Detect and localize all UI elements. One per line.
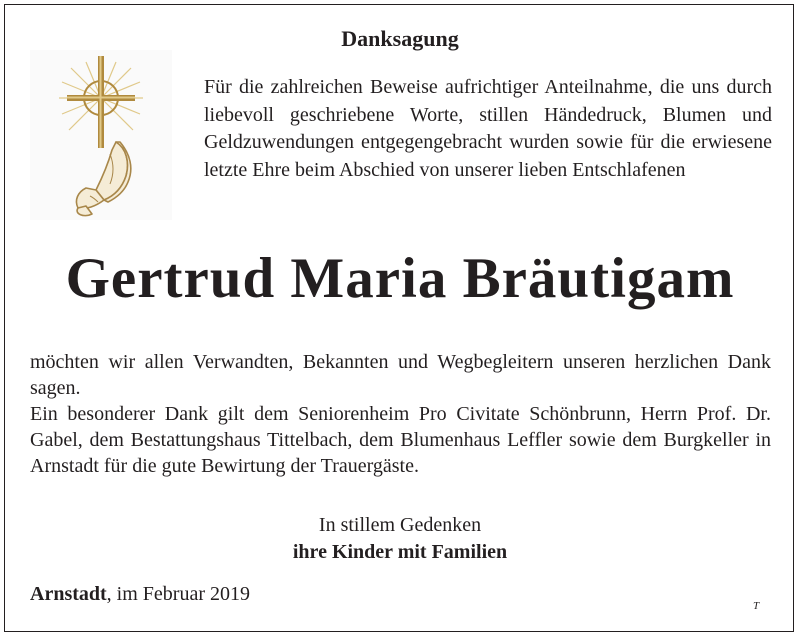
place-date — [30, 583, 250, 606]
thanks-paragraph-2: Ein besonderer Dank gilt dem Seniorenheim Pro Civitate Schönbrunn, Herrn Prof. Dr. Gabel, dem Bestattungshaus Tittelbach, dem Blumenhaus Leffler sowie dem Burgkeller in Arnstadt für die gute Bewirtung der Trauergäste. — [30, 403, 771, 477]
date-text: , im Februar 2019 — [106, 583, 250, 605]
corner-mark: T — [753, 600, 760, 612]
intro-text: Für die zahlreichen Beweise aufrichtiger Anteilnahme, die uns durch liebevoll geschriebene Worte, stillen Händedruck, Blumen und Geldzuwendungen entgegengebracht wurden sowie für die erwiesene letzte Ehre beim Abschied von unserer lieben Entschlafenen — [204, 76, 772, 181]
closing-block — [0, 512, 800, 566]
deceased-name: Gertrud Maria Bräutigam — [65, 247, 735, 310]
thanks-paragraph-1: möchten wir allen Verwandten, Bekannten und Wegbegleitern unseren herzlichen Dank sagen. — [30, 351, 771, 399]
signature: ihre Kinder mit Familien — [292, 541, 508, 563]
notice-heading: Danksagung — [341, 26, 459, 51]
cross-praying-hands-icon — [30, 50, 172, 220]
place-name: Arnstadt — [30, 583, 107, 605]
closing-line: In stillem Gedenken — [318, 514, 482, 536]
thanks-section — [30, 349, 771, 479]
